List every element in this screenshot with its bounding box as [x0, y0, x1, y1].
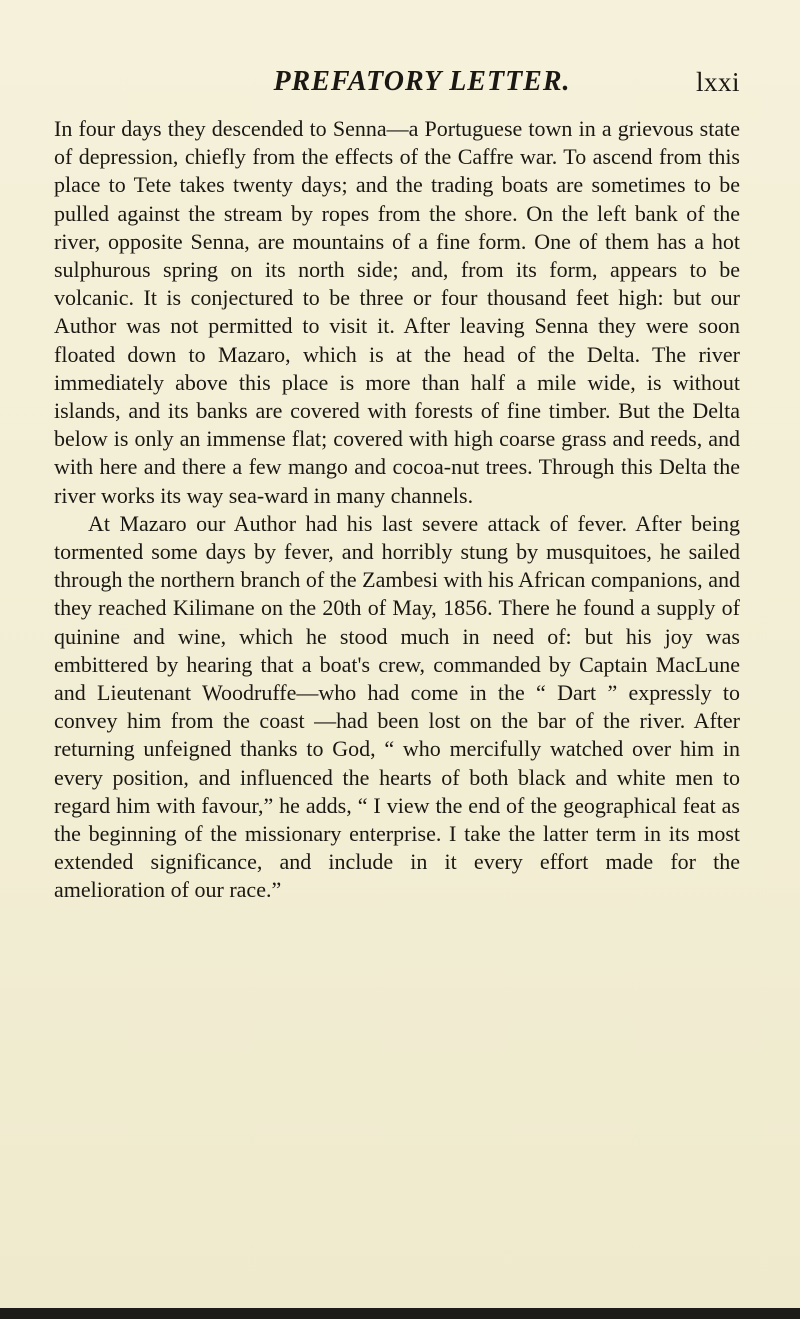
page-bottom-edge [0, 1308, 800, 1319]
running-head [54, 64, 740, 104]
body-text [54, 115, 740, 905]
page-number: lxxi [695, 67, 740, 97]
paragraph-2: At Mazaro our Author had his last severe attack of fever. After being tormented some days by fever, and horribly stung by musquitoes, he sailed through the northern branch of the Zambesi with his African companions, and they reached Kilimane on the 20th of May, 1856. There he found a supply of quinine and wine, which he stood much in need of: but his joy was embittered by hearing that a boat's crew, commanded by Captain MacLune and Lieutenant Woodruffe—who had come in the “ Dart ” expressly to convey him from the coast —had been lost on the bar of the river. After returning unfeigned thanks to God, “ who mercifully watched over him in every position, and influenced the hearts of both black and white men to regard him with favour,” he adds, “ I view the end of the geographical feat as the beginning of the missionary enterprise. I take the latter term in its most extended significance, and include in it every effort made for the amelioration of our race.” [54, 510, 740, 903]
running-title: PREFATORY LETTER. [273, 66, 571, 97]
paragraph-1: In four days they descended to Senna—a Portuguese town in a grievous state of depression, chiefly from the effects of the Caffre war. To ascend from this place to Tete takes twenty days; and the trading boats are sometimes to be pulled against the stream by ropes from the shore. On the left bank of the river, opposite Senna, are mountains of a fine form. One of them has a hot sulphurous spring on its north side; and, from its form, appears to be volcanic. It is conjectured to be three or four thousand feet high: but our Author was not permitted to visit it. After leaving Senna they were soon floated down to Mazaro, which is at the head of the Delta. The river immediately above this place is more than half a mile wide, is without islands, and its banks are covered with forests of fine timber. But the Delta below is only an immense flat; covered with high coarse grass and reeds, and with here and there a few mango and cocoa-nut trees. Through this Delta the river works its way sea-ward in many channels. [54, 116, 740, 508]
